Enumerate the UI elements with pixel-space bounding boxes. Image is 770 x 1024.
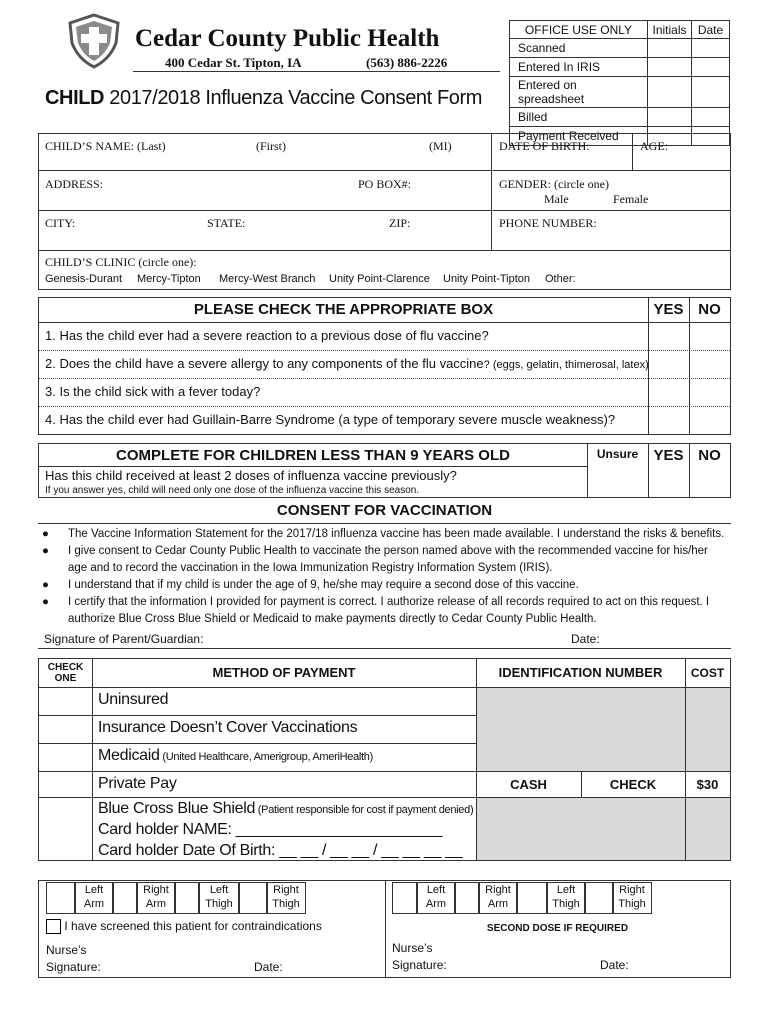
phone-label: PHONE NUMBER: [499, 216, 597, 230]
parent-signature-label: Signature of Parent/Guardian: [44, 632, 204, 646]
consent-section [38, 502, 731, 650]
office-col-initials: Initials [648, 21, 692, 39]
office-use-title: OFFICE USE ONLY [510, 21, 648, 39]
unsure-header: Unsure [596, 447, 639, 461]
child-last-name-label: CHILD’S NAME: (Last) [45, 139, 166, 153]
payment-medicaid: Medicaid (United Healthcare, Amerigroup, AmeriHealth) [98, 747, 373, 764]
site-checkbox[interactable] [238, 882, 268, 914]
site-checkbox[interactable] [584, 882, 614, 914]
pobox-label: PO BOX#: [358, 177, 412, 191]
nurse2-signature-block [392, 940, 447, 974]
parent-signature-field[interactable] [208, 630, 558, 646]
office-cell[interactable] [648, 108, 692, 127]
nurse-label: Nurse’s [392, 941, 433, 955]
site-checkbox[interactable] [112, 882, 138, 914]
clinic-option[interactable]: Unity Point-Tipton [443, 273, 531, 285]
site-label: Right Thigh [266, 882, 306, 914]
clinic-option[interactable]: Mercy-West Branch [219, 273, 316, 285]
consent-bullets [42, 526, 728, 628]
office-row-label: Billed [510, 108, 648, 127]
first-dose-sites [46, 882, 306, 914]
under9-section [38, 443, 731, 498]
cash-label: CASH [510, 777, 547, 792]
screening-yes-header: YES [653, 301, 684, 318]
check-label: CHECK [609, 777, 657, 792]
logo [66, 13, 122, 69]
payment-section [38, 658, 731, 861]
header-rule [133, 71, 500, 72]
address-label: ADDRESS: [45, 177, 104, 191]
under9-no-header: NO [698, 447, 721, 464]
dob-label: DATE OF BIRTH: [499, 139, 590, 153]
form-title [45, 87, 482, 110]
under9-title: COMPLETE FOR CHILDREN LESS THAN 9 YEARS OLD [116, 447, 510, 464]
office-row-label: Scanned [510, 39, 648, 58]
under9-question: Has this child received at least 2 doses of influenza vaccine previously? [45, 468, 457, 483]
site-checkbox[interactable] [392, 882, 418, 914]
child-first-name-label: (First) [256, 139, 286, 153]
site-checkbox[interactable] [174, 882, 200, 914]
check-one-header: CHECK ONE [47, 662, 84, 684]
screening-section [38, 297, 731, 435]
city-label: CITY: [45, 216, 76, 230]
clinic-option[interactable]: Unity Point-Clarence [329, 273, 430, 285]
gender-female-option[interactable]: Female [613, 192, 649, 206]
child-info-section [38, 133, 731, 290]
site-label: Left Arm [416, 882, 456, 914]
screened-label: I have screened this patient for contraindications [64, 919, 322, 933]
office-cell[interactable] [692, 108, 730, 127]
under9-yes-header: YES [653, 447, 684, 464]
state-label: STATE: [207, 216, 246, 230]
screening-question: 4. Has the child ever had Guillain-Barre Syndrome (a type of temporary severe muscle weakness)? [45, 412, 616, 427]
payment-private-pay: Private Pay [98, 775, 177, 792]
screening-question: 3. Is the child sick with a fever today? [45, 384, 261, 399]
office-col-date: Date [692, 21, 730, 39]
id-number-header: IDENTIFICATION NUMBER [498, 665, 663, 680]
parent-date-label: Date: [571, 632, 600, 646]
office-cell[interactable] [648, 39, 692, 58]
site-checkbox[interactable] [454, 882, 480, 914]
nurse-section [38, 880, 731, 978]
second-dose-sites [392, 882, 652, 914]
form-title-rest: 2017/2018 Influenza Vaccine Consent Form [104, 87, 483, 109]
form-title-bold: CHILD [45, 87, 105, 109]
nurse-signature-label: Signature: [392, 958, 447, 972]
cost-header: COST [690, 666, 725, 680]
check-one-cell[interactable] [40, 688, 92, 715]
screening-question: 2. Does the child have a severe allergy to any components of the flu vaccine? (eggs, gelatin, thimerosal, latex) [45, 356, 649, 371]
card-holder-dob: Card holder Date Of Birth: __ __ / __ __ / __ __ __ __ [98, 842, 463, 859]
screening-title: PLEASE CHECK THE APPROPRIATE BOX [193, 301, 494, 318]
site-label: Right Arm [478, 882, 518, 914]
office-use-table [509, 20, 730, 146]
screened-row [46, 919, 322, 934]
nurse-label: Nurse’s [46, 943, 87, 957]
org-address: 400 Cedar St. Tipton, IA [165, 55, 302, 70]
clinic-option[interactable]: Other: [545, 273, 576, 285]
yes-checkbox-cell[interactable] [649, 323, 689, 434]
clinic-label: CHILD’S CLINIC (circle one): [45, 255, 197, 269]
check-one-cell[interactable] [40, 744, 92, 771]
child-mi-label: (MI) [429, 139, 452, 153]
consent-bullet: ● The Vaccine Information Statement for the 2017/18 influenza vaccine has been made available. I understand the risks & benefits. [42, 528, 725, 540]
check-one-cell[interactable] [40, 716, 92, 743]
age-label: AGE: [640, 139, 668, 153]
site-label: Right Arm [136, 882, 176, 914]
second-dose-label: SECOND DOSE IF REQUIRED [486, 923, 629, 934]
office-row-label: Entered In IRIS [510, 58, 648, 77]
shield-cross-icon [66, 13, 122, 69]
nurse-signature-block [46, 942, 101, 976]
payment-uninsured: Uninsured [98, 691, 169, 708]
site-checkbox[interactable] [516, 882, 548, 914]
check-one-cell[interactable] [40, 798, 92, 860]
screening-question: 1. Has the child ever had a severe reaction to a previous dose of flu vaccine? [45, 328, 489, 343]
zip-label: ZIP: [389, 216, 411, 230]
nurse2-date-label: Date: [600, 958, 629, 972]
site-label: Left Thigh [546, 882, 586, 914]
payment-bcbs: Blue Cross Blue Shield (Patient responsible for cost if payment denied) [98, 800, 474, 817]
under9-note: If you answer yes, child will need only one dose of the influenza vaccine this season. [45, 485, 420, 496]
gender-label: GENDER: (circle one) [499, 177, 609, 191]
nurse-signature-label: Signature: [46, 960, 101, 974]
office-cell[interactable] [692, 77, 730, 108]
card-holder-name: Card holder NAME: ________________________ [98, 821, 443, 838]
screened-checkbox[interactable] [46, 919, 61, 934]
office-row-label: Payment Received [510, 127, 648, 146]
cost-value: $30 [696, 777, 719, 792]
method-header: METHOD OF PAYMENT [212, 665, 356, 680]
site-label: Left Arm [74, 882, 114, 914]
screening-no-header: NO [698, 301, 721, 318]
check-one-cell[interactable] [40, 772, 92, 797]
no-checkbox-cell[interactable] [690, 323, 730, 434]
gender-male-option[interactable]: Male [544, 192, 569, 206]
site-label: Left Thigh [198, 882, 240, 914]
site-label: Right Thigh [612, 882, 652, 914]
office-row-label: Entered on spreadsheet [510, 77, 648, 108]
clinic-option[interactable]: Genesis-Durant [45, 273, 123, 285]
consent-bullet: ● I give consent to Cedar County Public Health to vaccinate the person named above with the recommended vaccine for his/her age and to record the vaccination in the Iowa Immunization Registry Information System (IRIS). [42, 545, 708, 574]
org-phone: (563) 886-2226 [366, 55, 448, 70]
consent-bullet: ● I certify that the information I provided for payment is correct. I authorize release of all records required to act on this request. I authorize Blue Cross Blue Shield or Medicaid to make payments directly to Cedar County Public Health. [42, 596, 710, 625]
clinic-option[interactable]: Mercy-Tipton [137, 273, 201, 285]
site-checkbox[interactable] [46, 882, 76, 914]
office-cell[interactable] [692, 39, 730, 58]
org-name: Cedar County Public Health [135, 25, 440, 52]
office-cell[interactable] [648, 58, 692, 77]
office-cell[interactable] [692, 58, 730, 77]
consent-bullet: ● I understand that if my child is under the age of 9, he/she may require a second dose of this vaccine. [42, 579, 579, 591]
consent-title: CONSENT FOR VACCINATION [276, 502, 493, 519]
nurse-date-label: Date: [254, 960, 283, 974]
office-cell[interactable] [648, 77, 692, 108]
payment-insurance-no-cover: Insurance Doesn’t Cover Vaccinations [98, 719, 358, 736]
